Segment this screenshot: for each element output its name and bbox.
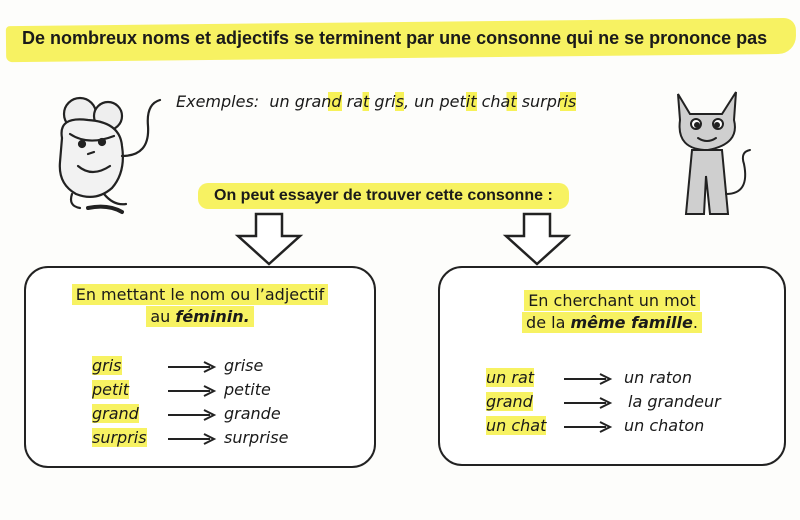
left-pairs-list — [92, 356, 372, 452]
pair-to: surprise — [224, 428, 289, 447]
pair-row — [92, 428, 372, 452]
pair-row — [486, 416, 776, 440]
pair-from: gris — [92, 356, 122, 375]
examples-line — [176, 92, 576, 111]
right-box-heading — [440, 290, 784, 334]
mouse-illustration — [18, 86, 168, 216]
right-box-line1: En cherchant un mot — [524, 290, 700, 311]
down-arrow-icon — [234, 212, 304, 266]
left-box-line1: En mettant le nom ou l’adjectif — [72, 284, 329, 305]
word-family-method-box — [438, 266, 786, 466]
right-box-line2-pre: de la — [526, 313, 566, 332]
example-word: gris — [374, 92, 404, 111]
pair-to: grise — [224, 356, 264, 375]
pair-from: surpris — [92, 428, 147, 447]
pair-row — [486, 368, 776, 392]
right-pairs-list — [486, 368, 776, 440]
example-word: un — [414, 92, 435, 111]
cat-illustration — [660, 84, 760, 224]
pair-to: grande — [224, 404, 281, 423]
example-word: surpris — [521, 92, 577, 111]
pair-from: un chat — [486, 416, 547, 435]
left-box-heading — [26, 284, 374, 328]
page-title: De nombreux noms et adjectifs se terminent par une consonne qui ne se prononce pas — [22, 28, 768, 48]
pair-from: grand — [486, 392, 533, 411]
pair-to: petite — [224, 380, 271, 399]
pair-row — [92, 356, 372, 380]
example-word: rat — [346, 92, 370, 111]
pair-row — [486, 392, 776, 416]
right-arrow-icon — [168, 384, 218, 398]
pair-from: grand — [92, 404, 139, 423]
down-arrow-icon — [502, 212, 572, 266]
right-arrow-icon — [564, 372, 614, 386]
right-box-line2-bold: même famille — [570, 313, 693, 332]
right-arrow-icon — [168, 408, 218, 422]
right-arrow-icon — [564, 396, 614, 410]
pair-row — [92, 404, 372, 428]
pair-row — [92, 380, 372, 404]
left-box-line2-bold: féminin. — [175, 307, 250, 326]
pair-from: petit — [92, 380, 129, 399]
example-word: , — [403, 92, 410, 111]
right-arrow-icon — [564, 420, 614, 434]
left-box-line2-pre: au — [150, 307, 171, 326]
pair-to: un raton — [624, 368, 692, 387]
right-arrow-icon — [168, 432, 218, 446]
right-box-line2-post: . — [692, 313, 698, 332]
pair-from: un rat — [486, 368, 535, 387]
example-word: chat — [481, 92, 517, 111]
pair-to: un chaton — [624, 416, 705, 435]
example-word: un — [269, 92, 290, 111]
pair-to: la grandeur — [628, 392, 721, 411]
subtitle: On peut essayer de trouver cette consonne : — [198, 183, 569, 209]
example-word: grand — [294, 92, 342, 111]
feminine-method-box — [24, 266, 376, 468]
right-arrow-icon — [168, 360, 218, 374]
example-word: petit — [439, 92, 477, 111]
examples-label: Exemples: — [176, 92, 260, 111]
